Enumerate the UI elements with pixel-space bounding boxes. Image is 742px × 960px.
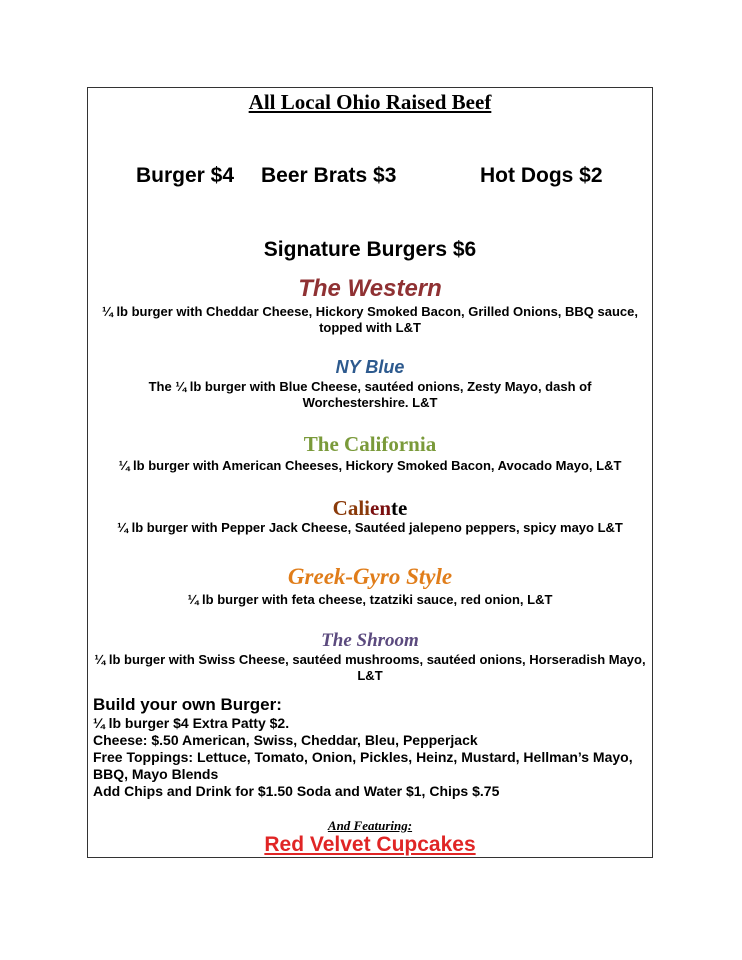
burger-name-greek-gyro: Greek-Gyro Style	[287, 564, 453, 589]
byo-line-patty: ¼ lb burger $4 Extra Patty $2.	[93, 715, 290, 731]
burger-desc-california: ¼ lb burger with American Cheeses, Hickory Smoked Bacon, Avocado Mayo, L&T	[118, 458, 622, 473]
price-beer-brats: Beer Brats $3	[261, 164, 397, 187]
burger-desc-caliente: ¼ lb burger with Pepper Jack Cheese, Sautéed jalepeno peppers, spicy mayo L&T	[117, 520, 623, 535]
price-hot-dogs: Hot Dogs $2	[480, 164, 603, 187]
burger-desc-shroom: ¼ lb burger with Swiss Cheese, sautéed mushrooms, sautéed onions, Horseradish Mayo, L&T	[94, 652, 646, 683]
burger-desc-greek-gyro: ¼ lb burger with feta cheese, tzatziki sauce, red onion, L&T	[187, 592, 553, 607]
burger-name-western: The Western	[298, 275, 442, 302]
caliente-part-2: en	[370, 496, 391, 520]
burger-desc-western: ¼ lb burger with Cheddar Cheese, Hickory Smoked Bacon, Grilled Onions, BBQ sauce, topped with L&T	[101, 304, 639, 335]
menu-frame	[87, 87, 653, 858]
caliente-part-1: Cali	[332, 496, 370, 520]
caliente-part-3: te	[391, 496, 408, 520]
build-your-own-section	[93, 695, 643, 800]
byo-line-chips-drink: Add Chips and Drink for $1.50 Soda and Water $1, Chips $.75	[93, 783, 500, 799]
byo-line-cheese: Cheese: $.50 American, Swiss, Cheddar, Bleu, Pepperjack	[93, 732, 478, 748]
byo-line-toppings: Free Toppings: Lettuce, Tomato, Onion, Pickles, Heinz, Mustard, Hellman’s Mayo, BBQ, Mayo Blends	[93, 749, 633, 782]
burger-name-california: The California	[303, 432, 437, 456]
burger-desc-ny-blue: The ¼ lb burger with Blue Cheese, sautéed onions, Zesty Mayo, dash of Worchestershire. L&T	[148, 379, 592, 410]
build-your-own-title: Build your own Burger:	[93, 695, 282, 714]
price-burger: Burger $4	[136, 164, 235, 187]
signature-burgers-title: Signature Burgers $6	[263, 238, 477, 261]
menu-title: All Local Ohio Raised Beef	[248, 90, 492, 114]
featured-item: Red Velvet Cupcakes	[264, 833, 476, 856]
burger-name-caliente	[88, 496, 652, 521]
featuring-label: And Featuring:	[327, 818, 413, 833]
burger-name-shroom: The Shroom	[321, 630, 419, 651]
burger-name-ny-blue: NY Blue	[335, 357, 405, 377]
